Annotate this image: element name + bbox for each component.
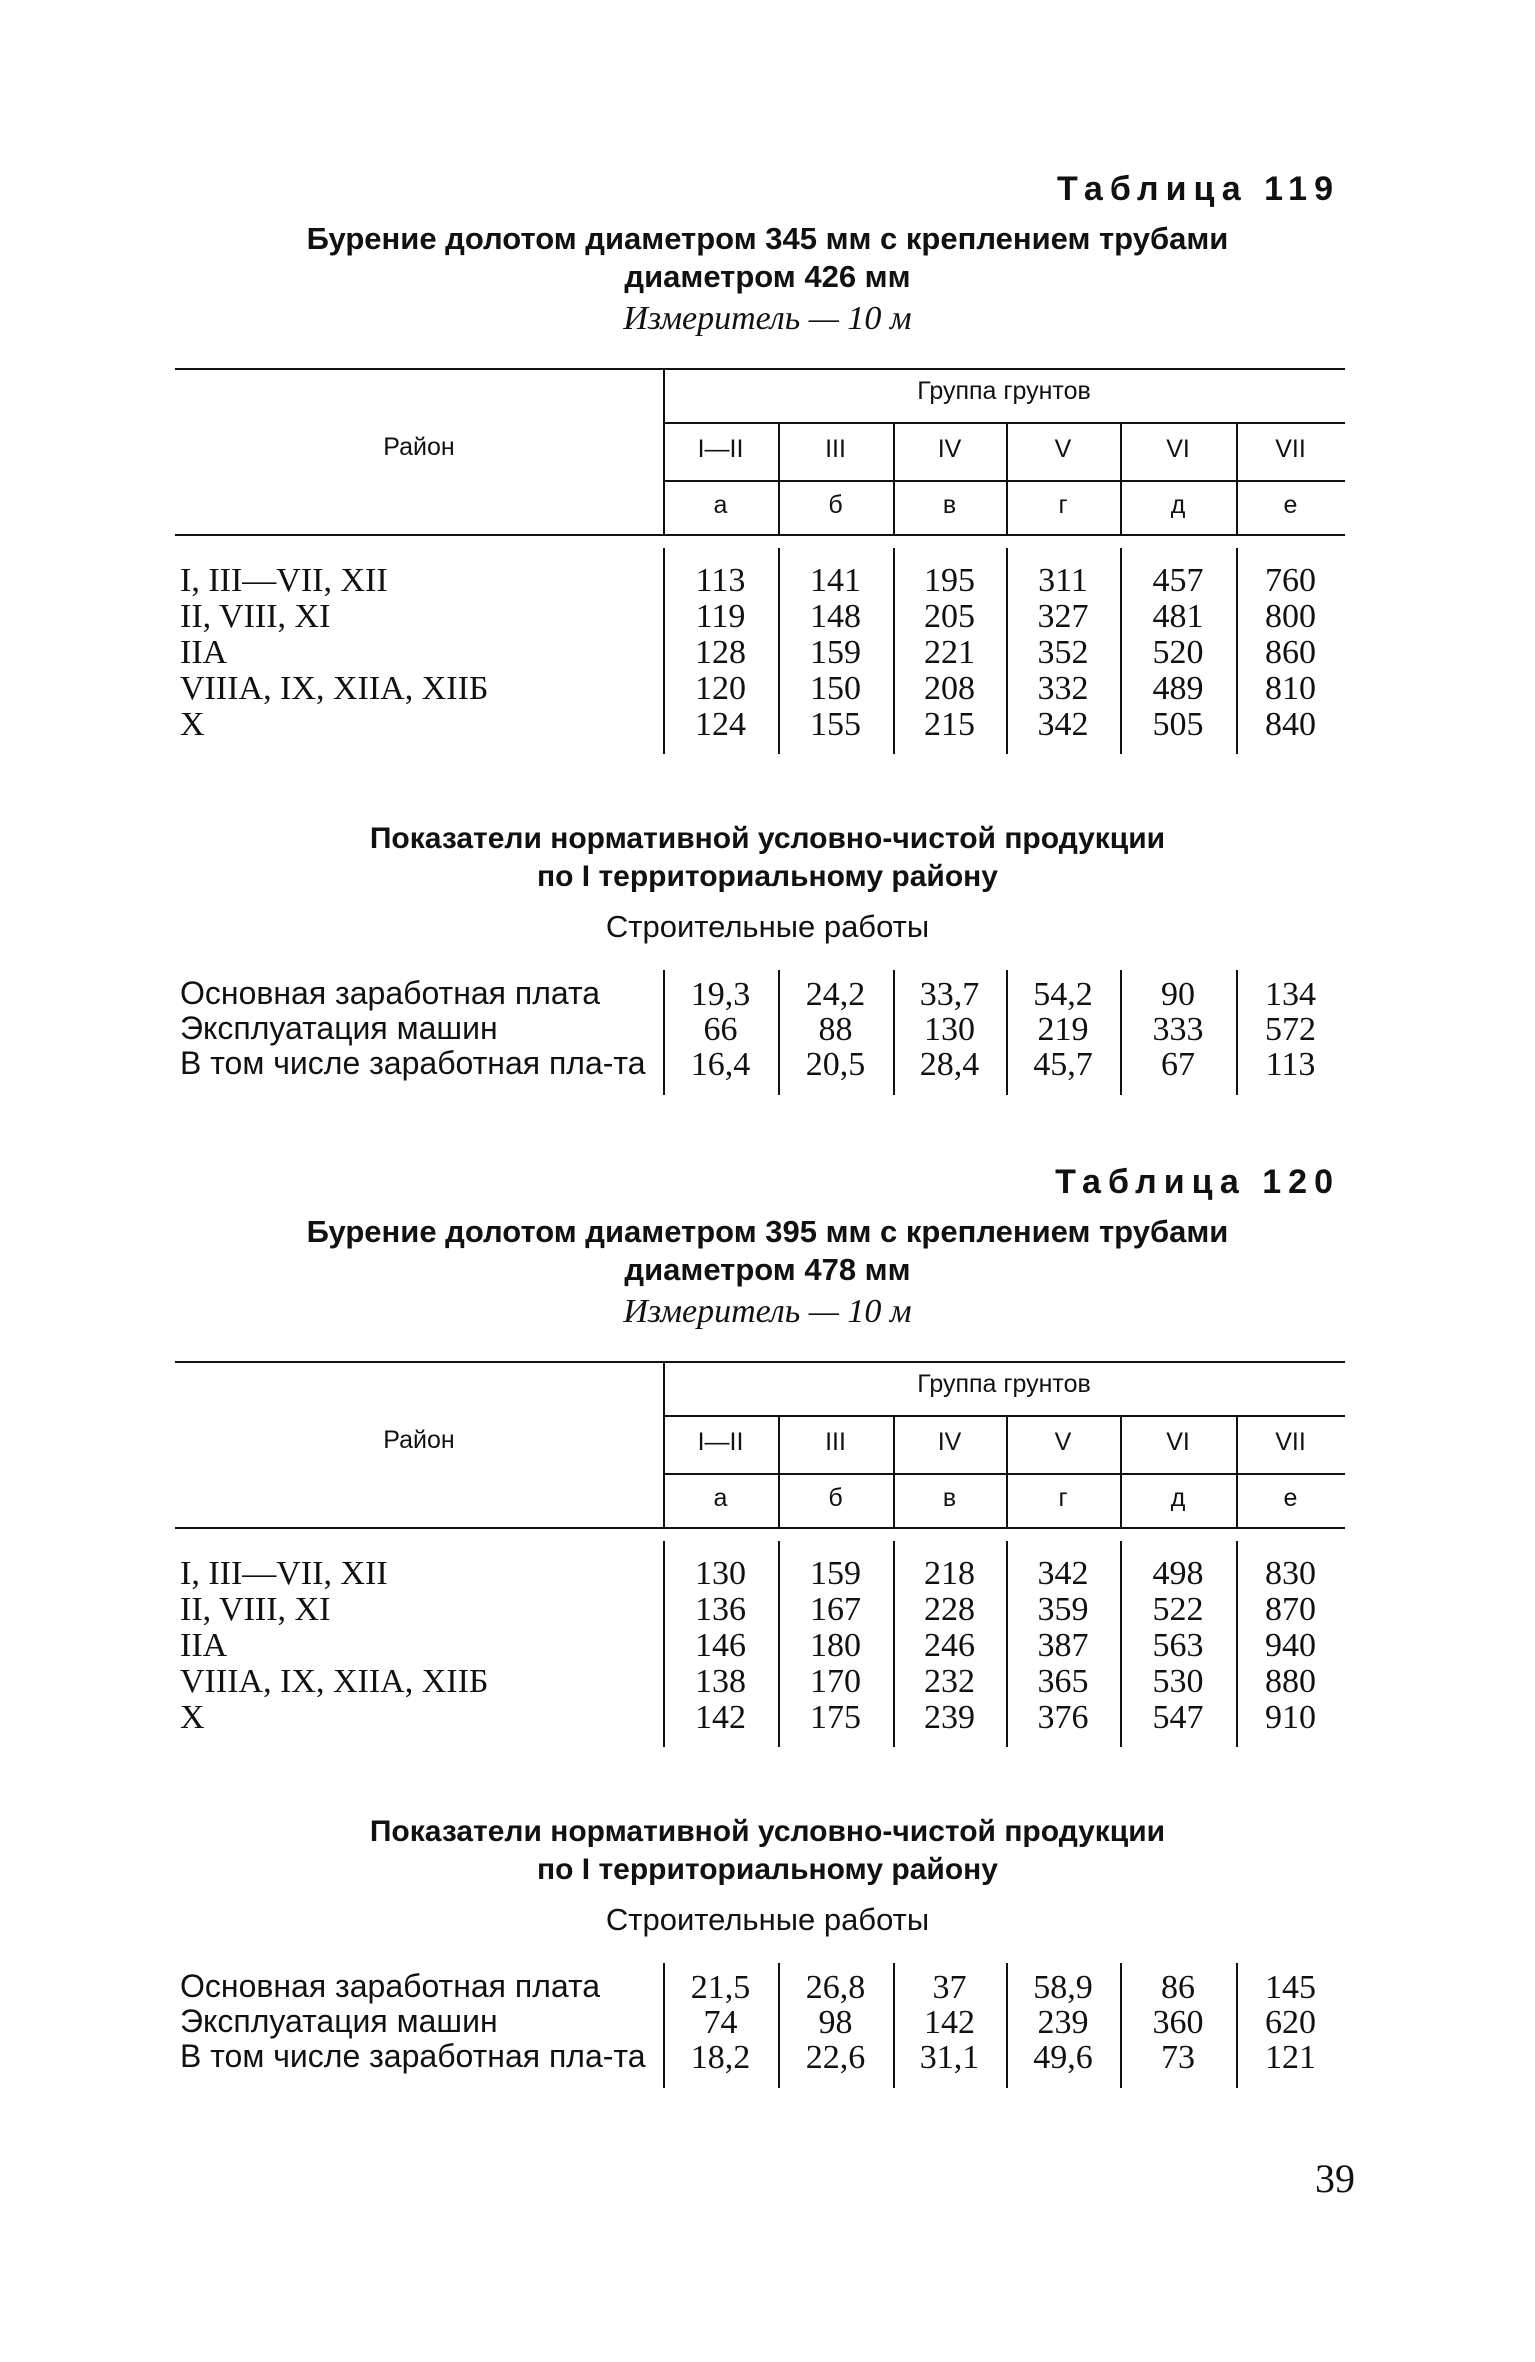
data-cell: 232	[924, 1663, 975, 1700]
indicator-value: 121	[1265, 2039, 1316, 2076]
data-cell: 327	[1037, 598, 1089, 635]
data-cell: 880	[1265, 1663, 1316, 1700]
group-header-rule	[663, 1415, 1345, 1417]
table-top-rule	[175, 1361, 1345, 1363]
data-cell: 218	[924, 1555, 975, 1592]
group-letter: а	[713, 491, 728, 519]
indicator-value: 37	[932, 1969, 967, 2006]
group-number: IV	[937, 435, 962, 463]
data-cell: 489	[1152, 670, 1204, 707]
indicator-label: В том числе заработная пла-та	[180, 2038, 646, 2074]
data-cell: 830	[1265, 1555, 1316, 1592]
group-letter: е	[1283, 491, 1298, 519]
indicator-value: 360	[1152, 2004, 1204, 2041]
data-cell: 860	[1265, 634, 1316, 671]
group-number: IV	[937, 1428, 962, 1456]
data-cell: 481	[1152, 598, 1204, 635]
table-title-line: Бурение долотом диаметром 395 мм с креплением трубами	[306, 1214, 1229, 1249]
indicator-value: 73	[1161, 2039, 1195, 2076]
data-cell: 130	[695, 1555, 746, 1592]
region-label: IIA	[180, 1627, 228, 1664]
indicators-title-line: по I территориальному району	[537, 1853, 998, 1886]
indicator-label: В том числе заработная пла-та	[180, 1045, 646, 1081]
indicator-value: 142	[924, 2004, 975, 2041]
indicator-value: 24,2	[805, 976, 866, 1013]
indicator-value: 49,6	[1033, 2039, 1093, 2076]
indicator-value: 31,1	[919, 2039, 980, 2076]
data-cell: 113	[695, 562, 746, 599]
data-cell: 138	[695, 1663, 746, 1700]
region-label: X	[180, 1699, 205, 1736]
group-letter: а	[713, 1484, 728, 1512]
indicators-caption: Строительные работы	[605, 909, 930, 944]
group-header-rule	[663, 422, 1345, 424]
table-number: Таблица 119	[1056, 170, 1340, 208]
indicator-label: Эксплуатация машин	[180, 2003, 498, 2039]
indicator-value: 134	[1265, 976, 1316, 1013]
data-cell: 215	[924, 706, 975, 743]
data-cell: 342	[1037, 706, 1089, 743]
group-letter: б	[828, 1484, 843, 1512]
indicator-value: 88	[818, 1011, 853, 1048]
data-cell: 520	[1152, 634, 1204, 671]
indicators-title-line: Показатели нормативной условно-чистой продукции	[369, 822, 1166, 855]
data-cell: 760	[1265, 562, 1316, 599]
indicator-value: 219	[1037, 1011, 1089, 1048]
region-label: I, III—VII, XII	[180, 562, 388, 599]
data-cell: 359	[1037, 1591, 1089, 1628]
data-cell: 311	[1038, 562, 1088, 599]
group-numbers-rule	[663, 480, 1345, 482]
data-cell: 141	[810, 562, 861, 599]
region-label: X	[180, 706, 205, 743]
indicator-value: 130	[924, 1011, 975, 1048]
group-letter: г	[1058, 491, 1068, 519]
indicator-value: 98	[818, 2004, 853, 2041]
data-cell: 221	[924, 634, 975, 671]
region-label: II, VIII, XI	[180, 598, 331, 635]
group-numbers-rule	[663, 1473, 1345, 1475]
indicator-value: 54,2	[1033, 976, 1093, 1013]
data-cell: 940	[1265, 1627, 1316, 1664]
data-cell: 810	[1265, 670, 1316, 707]
group-letter: г	[1058, 1484, 1068, 1512]
data-cell: 148	[810, 598, 861, 635]
indicator-value: 19,3	[690, 976, 751, 1013]
measure-unit: Измеритель — 10 м	[623, 1293, 912, 1330]
group-letter: б	[828, 491, 843, 519]
indicator-value: 58,9	[1033, 1969, 1093, 2006]
page-number: 39	[1315, 2156, 1355, 2201]
header-bottom-rule	[175, 1527, 1345, 1529]
indicators-title-line: по I территориальному району	[537, 860, 998, 893]
group-letter: в	[942, 491, 957, 519]
data-cell: 175	[810, 1699, 861, 1736]
data-cell: 365	[1037, 1663, 1089, 1700]
group-letter: е	[1283, 1484, 1298, 1512]
group-number: VII	[1275, 435, 1306, 463]
data-cell: 142	[695, 1699, 746, 1736]
group-number: I—II	[697, 1428, 744, 1456]
indicator-value: 572	[1265, 1011, 1316, 1048]
indicator-label: Основная заработная плата	[180, 1968, 601, 2004]
data-cell: 208	[924, 670, 975, 707]
group-number: V	[1054, 1428, 1072, 1456]
region-label: VIIIA, IX, XIIA, XIIБ	[180, 670, 489, 707]
indicator-value: 18,2	[690, 2039, 751, 2076]
group-number: III	[825, 1428, 846, 1456]
data-cell: 167	[810, 1591, 861, 1628]
indicator-value: 22,6	[805, 2039, 866, 2076]
indicator-value: 74	[703, 2004, 738, 2041]
indicator-value: 28,4	[919, 1046, 980, 1083]
data-cell: 205	[924, 598, 975, 635]
indicator-value: 239	[1037, 2004, 1089, 2041]
indicator-value: 145	[1265, 1969, 1316, 2006]
indicator-value: 20,5	[805, 1046, 866, 1083]
data-cell: 146	[695, 1627, 746, 1664]
data-cell: 840	[1265, 706, 1316, 743]
group-header: Группа грунтов	[917, 377, 1091, 405]
data-cell: 342	[1037, 1555, 1089, 1592]
data-cell: 180	[810, 1627, 861, 1664]
data-cell: 870	[1265, 1591, 1316, 1628]
data-cell: 170	[810, 1663, 861, 1700]
indicator-value: 26,8	[805, 1969, 866, 2006]
group-header: Группа грунтов	[917, 1370, 1091, 1398]
data-cell: 155	[810, 706, 861, 743]
indicator-value: 113	[1265, 1046, 1316, 1083]
region-label: VIIIA, IX, XIIA, XIIБ	[180, 1663, 489, 1700]
data-cell: 387	[1037, 1627, 1089, 1664]
data-cell: 376	[1037, 1699, 1089, 1736]
group-number: I—II	[697, 435, 744, 463]
table-number: Таблица 120	[1055, 1163, 1340, 1201]
indicator-value: 45,7	[1033, 1046, 1093, 1083]
group-letter: д	[1170, 491, 1186, 519]
data-cell: 332	[1037, 670, 1089, 707]
data-cell: 195	[924, 562, 975, 599]
region-header: Район	[383, 1426, 455, 1454]
data-cell: 246	[924, 1627, 975, 1664]
data-cell: 530	[1152, 1663, 1204, 1700]
indicator-value: 16,4	[690, 1046, 751, 1083]
header-bottom-rule	[175, 534, 1345, 536]
indicator-value: 333	[1152, 1011, 1204, 1048]
group-number: V	[1054, 435, 1072, 463]
group-number: VI	[1166, 1428, 1190, 1456]
group-letter: д	[1170, 1484, 1186, 1512]
region-label: IIA	[180, 634, 228, 671]
group-number: III	[825, 435, 846, 463]
data-cell: 150	[810, 670, 861, 707]
group-number: VII	[1275, 1428, 1306, 1456]
data-cell: 522	[1152, 1591, 1204, 1628]
data-cell: 120	[695, 670, 746, 707]
indicator-label: Эксплуатация машин	[180, 1010, 498, 1046]
region-label: I, III—VII, XII	[180, 1555, 388, 1592]
data-cell: 547	[1152, 1699, 1204, 1736]
indicators-title-line: Показатели нормативной условно-чистой продукции	[369, 1815, 1166, 1848]
measure-unit: Измеритель — 10 м	[623, 300, 912, 337]
table-top-rule	[175, 368, 1345, 370]
data-cell: 457	[1152, 562, 1204, 599]
indicators-caption: Строительные работы	[605, 1902, 930, 1937]
table-title-line: диаметром 478 мм	[624, 1252, 911, 1287]
indicator-value: 67	[1161, 1046, 1195, 1083]
data-cell: 119	[695, 598, 746, 635]
data-cell: 124	[695, 706, 746, 743]
indicator-value: 66	[703, 1011, 738, 1048]
indicator-value: 86	[1161, 1969, 1195, 2006]
indicator-value: 21,5	[690, 1969, 751, 2006]
data-cell: 159	[810, 634, 861, 671]
data-cell: 505	[1152, 706, 1204, 743]
data-cell: 228	[924, 1591, 975, 1628]
table-title-line: Бурение долотом диаметром 345 мм с креплением трубами	[306, 221, 1229, 256]
data-cell: 239	[924, 1699, 975, 1736]
table-title-line: диаметром 426 мм	[624, 259, 911, 294]
data-cell: 498	[1152, 1555, 1204, 1592]
indicator-label: Основная заработная плата	[180, 975, 601, 1011]
data-cell: 563	[1152, 1627, 1204, 1664]
data-cell: 800	[1265, 598, 1316, 635]
data-cell: 128	[695, 634, 746, 671]
region-header: Район	[383, 433, 455, 461]
region-label: II, VIII, XI	[180, 1591, 331, 1628]
indicator-value: 90	[1161, 976, 1195, 1013]
indicator-value: 620	[1265, 2004, 1316, 2041]
data-cell: 136	[695, 1591, 746, 1628]
group-number: VI	[1166, 435, 1190, 463]
indicator-value: 33,7	[919, 976, 980, 1013]
group-letter: в	[942, 1484, 957, 1512]
data-cell: 910	[1265, 1699, 1316, 1736]
data-cell: 159	[810, 1555, 861, 1592]
data-cell: 352	[1037, 634, 1089, 671]
